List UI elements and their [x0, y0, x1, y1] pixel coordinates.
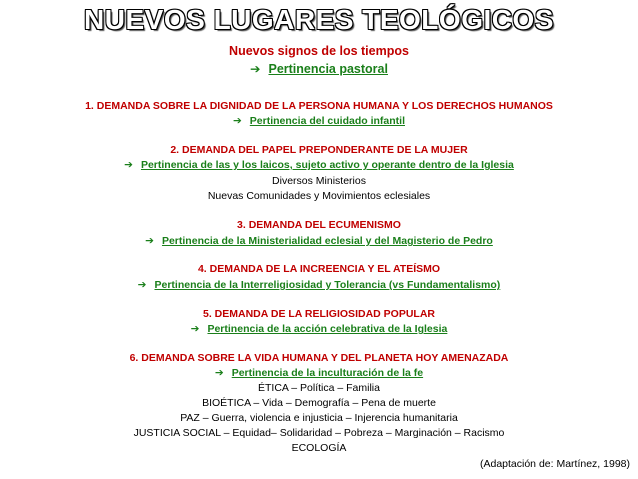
section-5-relevance-row: [0, 323, 638, 336]
section-2-detail: Diversos Ministerios: [272, 175, 366, 187]
section-1-relevance: Pertinencia del cuidado infantil: [249, 115, 405, 127]
subtitle-relevance: Pertinencia pastoral: [268, 62, 388, 76]
section-2-relevance-row: [0, 159, 638, 172]
arrow-right-icon: ➔: [214, 367, 224, 379]
section-4-heading: 4. DEMANDA DE LA INCREENCIA Y EL ATEÍSMO: [197, 263, 441, 275]
section-6-relevance: Pertinencia de la inculturación de la fe: [231, 367, 424, 379]
section-2-detail: Nuevas Comunidades y Movimientos eclesiales: [207, 190, 431, 202]
arrow-right-icon: ➔: [124, 159, 133, 171]
arrow-right-icon: ➔: [190, 323, 200, 335]
section-5-heading: 5. DEMANDA DE LA RELIGIOSIDAD POPULAR: [203, 308, 435, 320]
section-6-detail: JUSTICIA SOCIAL – Equidad– Solidaridad – Pobreza – Marginación – Racismo: [133, 427, 505, 439]
section-6-relevance-row: [0, 367, 638, 380]
section-1-heading: 1. DEMANDA SOBRE LA DIGNIDAD DE LA PERSONA HUMANA Y LOS DERECHOS HUMANOS: [85, 100, 553, 112]
section-4-relevance: Pertinencia de la Interreligiosidad y Tolerancia (vs Fundamentalismo): [154, 279, 501, 291]
arrow-right-icon: ➔: [137, 279, 147, 291]
section-2-heading: 2. DEMANDA DEL PAPEL PREPONDERANTE DE LA MUJER: [170, 144, 468, 156]
section-6-detail: BIOÉTICA – Vida – Demografía – Pena de muerte: [202, 397, 436, 409]
section-6-detail: PAZ – Guerra, violencia e injusticia – Injerencia humanitaria: [180, 412, 458, 424]
arrow-right-icon: ➔: [232, 115, 242, 127]
section-6-detail: ÉTICA – Política – Familia: [258, 382, 380, 394]
section-1-relevance-row: [0, 115, 638, 128]
section-6-heading: 6. DEMANDA SOBRE LA VIDA HUMANA Y DEL PLANETA HOY AMENAZADA: [129, 352, 509, 364]
section-2-relevance: Pertinencia de las y los laicos, sujeto activo y operante dentro de la Iglesia: [140, 159, 514, 171]
source-note: (Adaptación de: Martínez, 1998): [479, 458, 630, 470]
page-title: NUEVOS LUGARES TEOLÓGICOS: [84, 4, 554, 35]
section-6-detail: ECOLOGÍA: [291, 442, 347, 454]
section-3-relevance: Pertinencia de la Ministerialidad eclesial y del Magisterio de Pedro: [161, 235, 493, 247]
section-3-heading: 3. DEMANDA DEL ECUMENISMO: [237, 219, 401, 231]
arrow-right-icon: ➔: [145, 235, 154, 247]
subtitle: Nuevos signos de los tiempos: [229, 44, 409, 58]
section-4-relevance-row: [0, 279, 638, 292]
section-5-relevance: Pertinencia de la acción celebrativa de la Iglesia: [207, 323, 448, 335]
subtitle-relevance-row: [0, 62, 638, 77]
section-3-relevance-row: [0, 235, 638, 248]
arrow-right-icon: ➔: [250, 62, 261, 76]
